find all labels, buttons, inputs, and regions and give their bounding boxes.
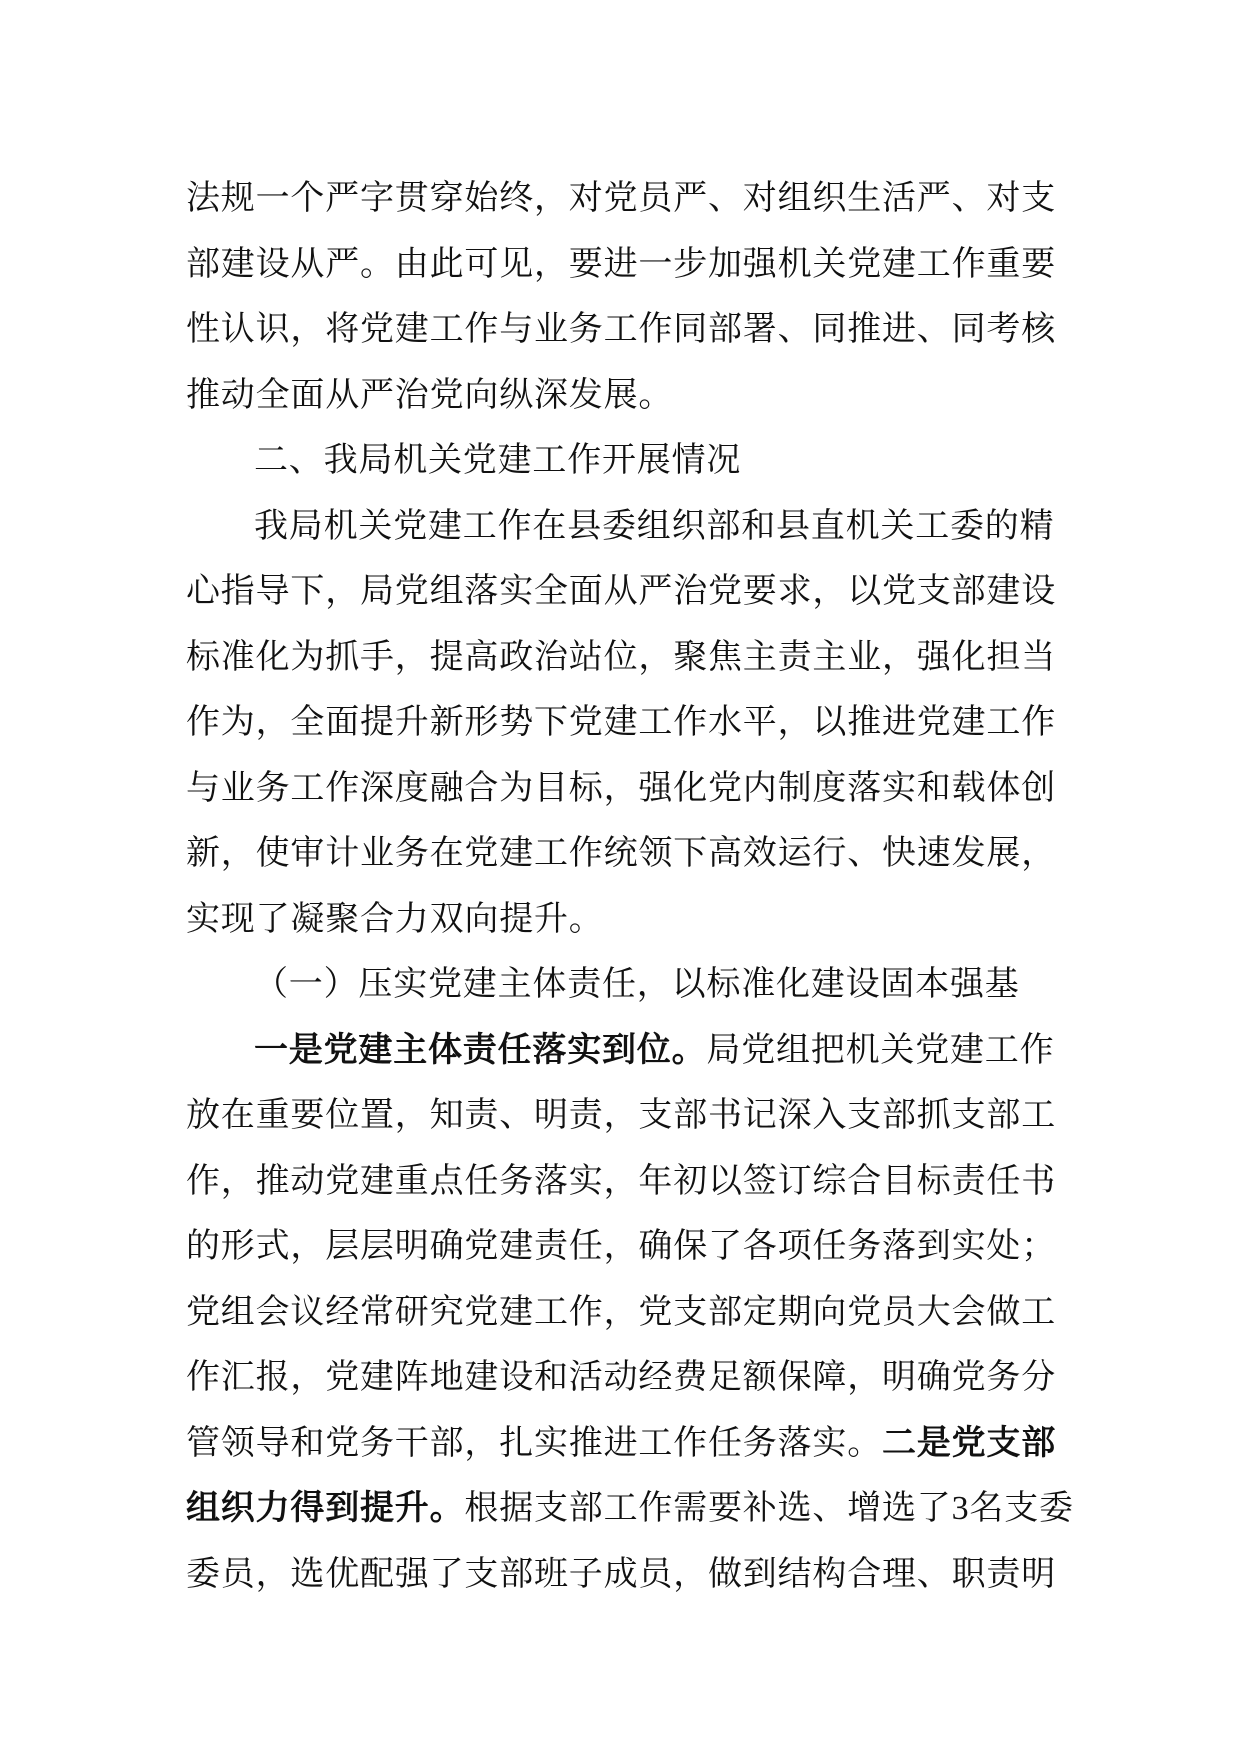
paragraph-text: 管领导和党务干部，扎实推进工作任务落实。 xyxy=(186,1422,882,1463)
paragraph-line: 标准化为抓手，提高政治站位，聚焦主责主业，强化担当 xyxy=(186,636,1056,677)
paragraph-text: 根据支部工作需要补选、增选了 xyxy=(464,1488,952,1528)
bold-lead-text: 一是党建主体责任落实到位。 xyxy=(254,1029,707,1070)
bold-lead-text: 二是党支部 xyxy=(882,1422,1056,1463)
paragraph-text: 局党组把机关党建工作 xyxy=(706,1029,1055,1070)
paragraph-line: 法规一个严字贯穿始终，对党员严、对组织生活严、对支 xyxy=(186,178,1056,218)
paragraph-line xyxy=(186,1411,1066,1477)
section-heading: 二、我局机关党建工作开展情况 xyxy=(254,440,742,480)
paragraph-line: 心指导下，局党组落实全面从严治党要求，以党支部建设 xyxy=(186,571,1056,611)
paragraph-line: 作，推动党建重点任务落实，年初以签订综合目标责任书 xyxy=(186,1160,1056,1201)
paragraph-line xyxy=(186,1018,1066,1084)
paragraph-text: 名支委 xyxy=(969,1488,1074,1528)
paragraph-line xyxy=(186,1476,1074,1542)
paragraph-line: 的形式，层层明确党建责任，确保了各项任务落到实处； xyxy=(186,1226,1056,1266)
paragraph-line: 党组会议经常研究党建工作，党支部定期向党员大会做工 xyxy=(186,1291,1056,1332)
subsection-heading: （一）压实党建主体责任，以标准化建设固本强基 xyxy=(254,964,1020,1004)
document-body xyxy=(186,166,1074,1607)
paragraph-line: 作为，全面提升新形势下党建工作水平，以推进党建工作 xyxy=(186,702,1056,742)
paragraph-line: 部建设从严。由此可见，要进一步加强机关党建工作重要 xyxy=(186,243,1056,284)
paragraph-line: 性认识，将党建工作与业务工作同部署、同推进、同考核 xyxy=(186,309,1056,349)
paragraph-line: 放在重要位置，知责、明责，支部书记深入支部抓支部工 xyxy=(186,1095,1056,1135)
bold-lead-text: 组织力得到提升。 xyxy=(186,1488,465,1528)
paragraph-line: 与业务工作深度融合为目标，强化党内制度落实和载体创 xyxy=(186,767,1056,808)
paragraph-line: 推动全面从严治党向纵深发展。 xyxy=(186,374,674,415)
paragraph-line: 委员，选优配强了支部班子成员，做到结构合理、职责明 xyxy=(186,1553,1056,1594)
paragraph-line: 我局机关党建工作在县委组织部和县直机关工委的精 xyxy=(254,505,1055,546)
paragraph-line: 作汇报，党建阵地建设和活动经费足额保障，明确党务分 xyxy=(186,1357,1056,1397)
paragraph-line: 新，使审计业务在党建工作统领下高效运行、快速发展， xyxy=(186,833,1056,873)
paragraph-line: 实现了凝聚合力双向提升。 xyxy=(186,898,604,939)
number-text: 3 xyxy=(951,1490,970,1527)
